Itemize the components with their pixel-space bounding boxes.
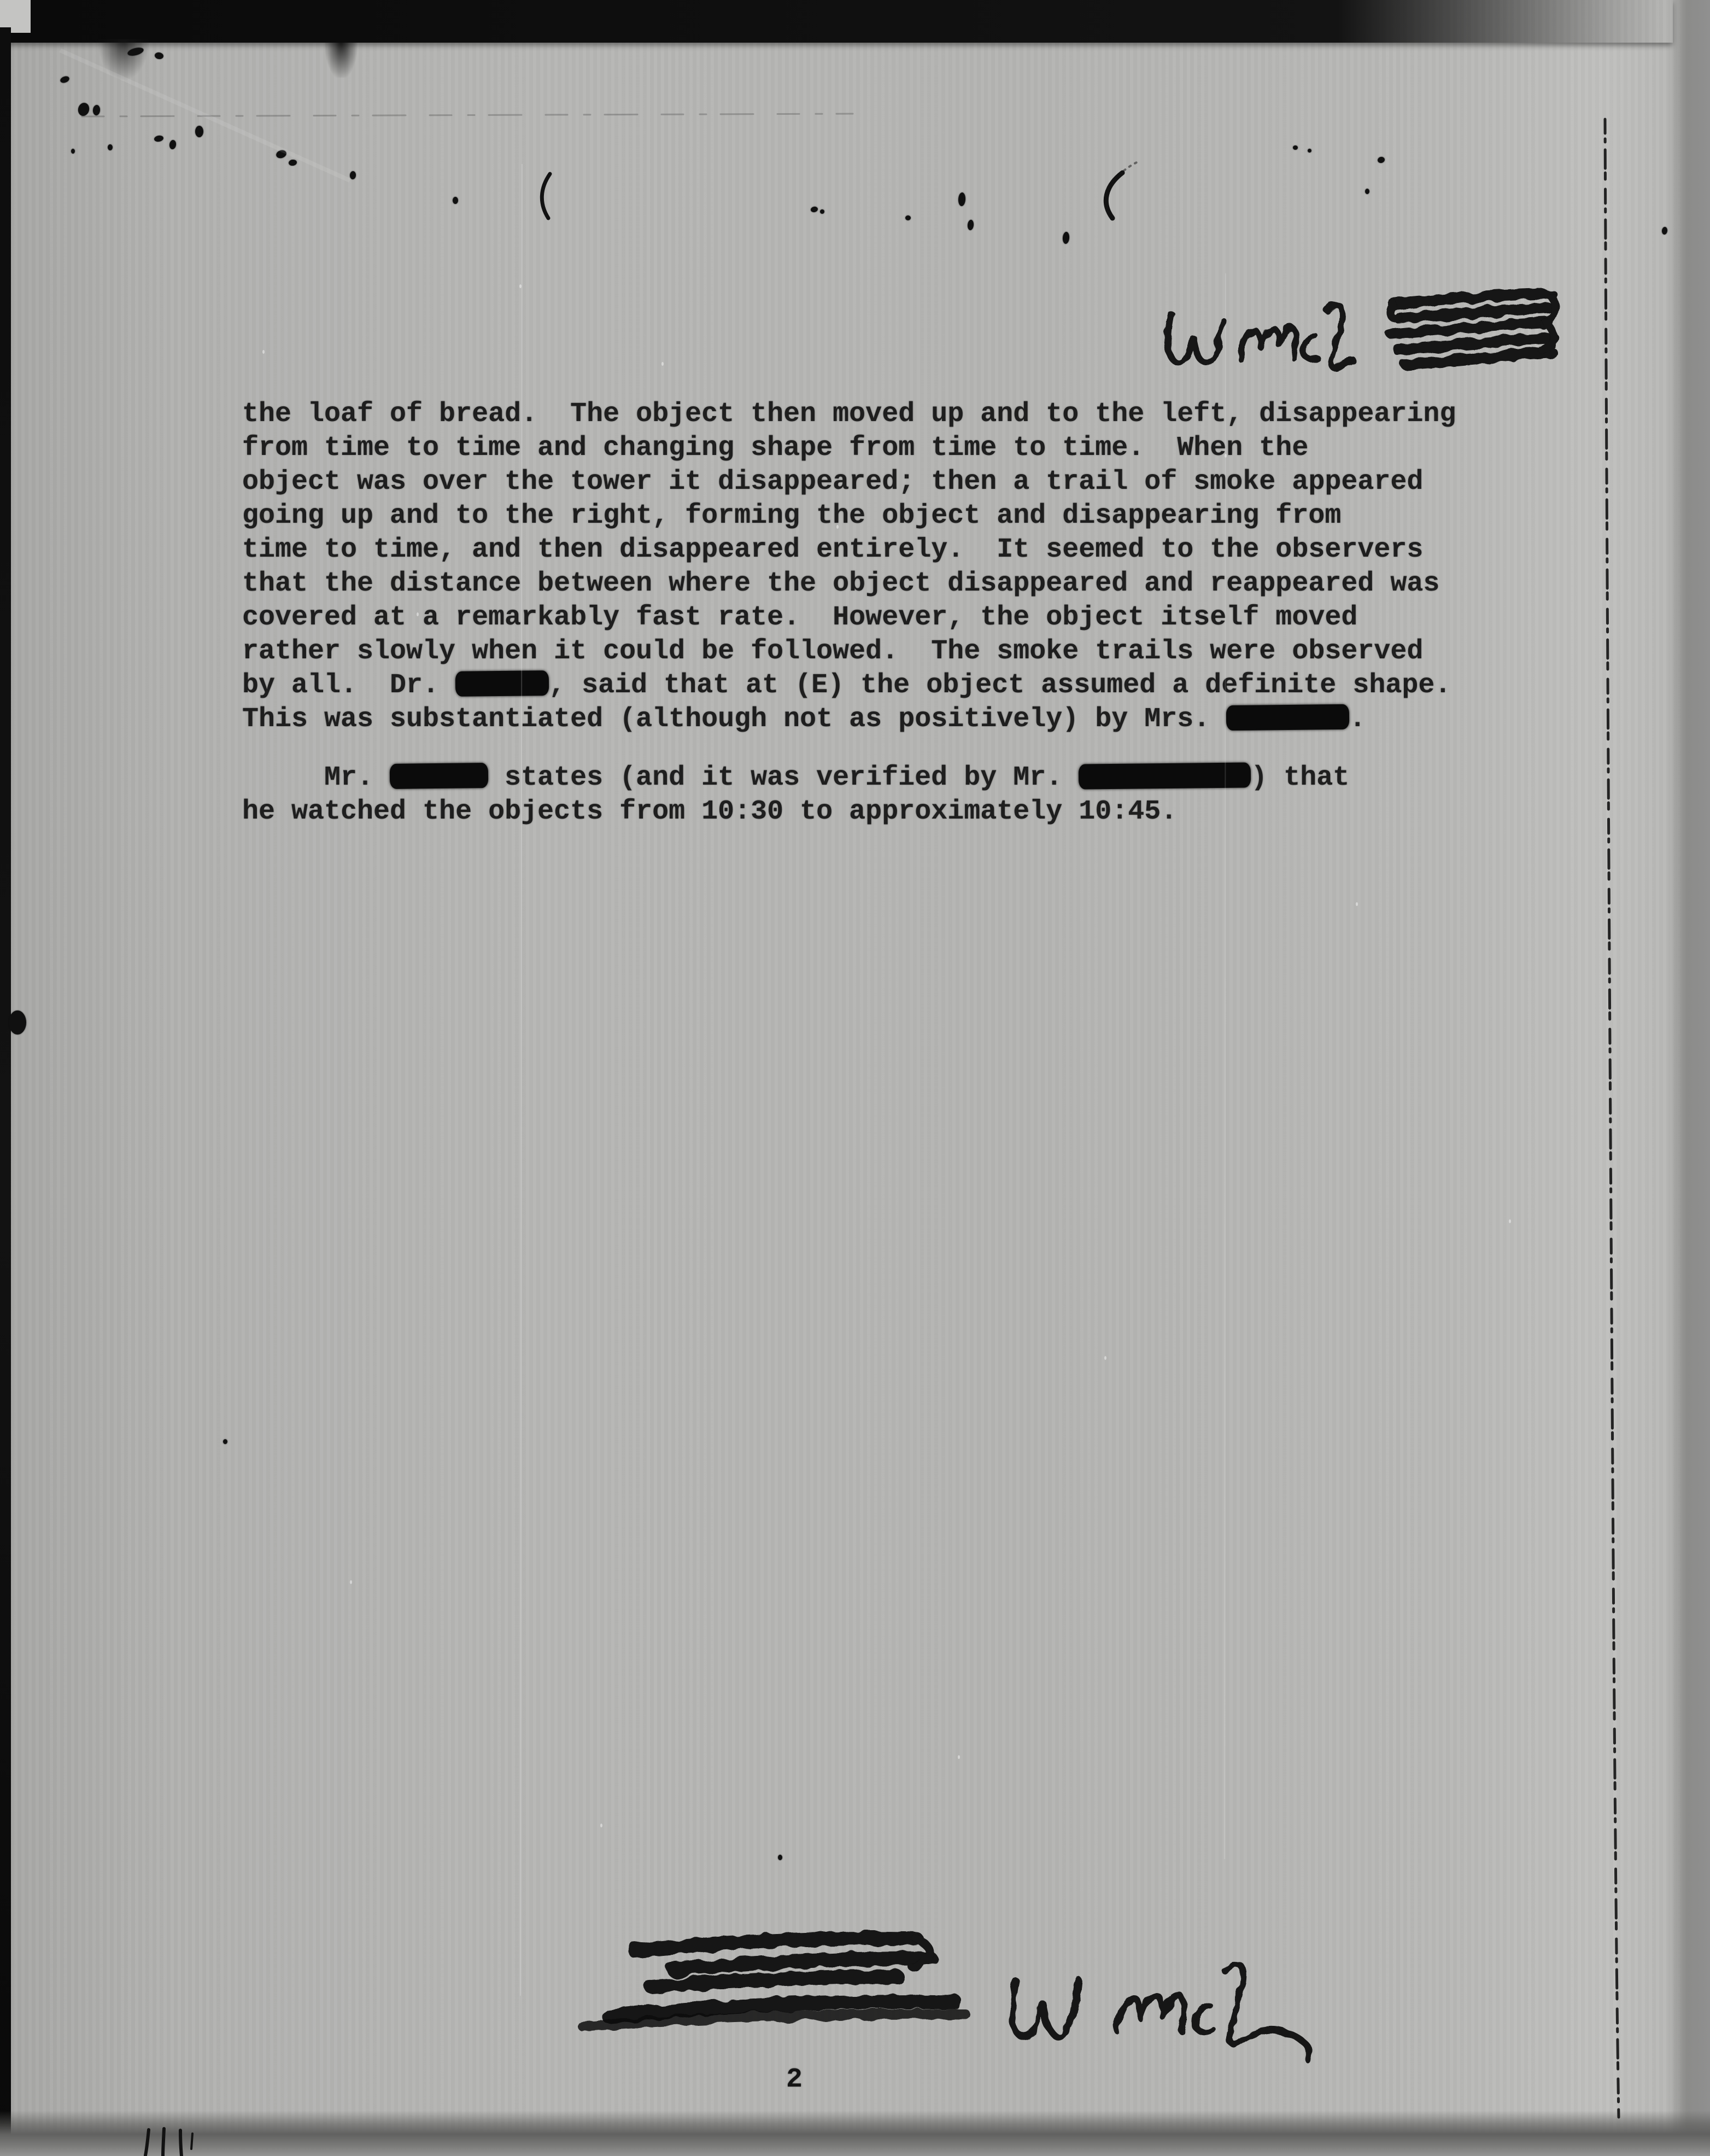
ink-speck	[77, 102, 91, 117]
typewritten-segment: .	[1349, 704, 1366, 735]
typewritten-segment: time to time, and then disappeared entirely. It seemed to the observers	[242, 534, 1424, 565]
ink-speck	[1308, 149, 1311, 153]
typewritten-text	[242, 398, 1456, 829]
ink-speck	[967, 219, 974, 230]
redaction-block	[1226, 704, 1349, 731]
typewritten-segment: covered at a remarkably fast rate. However, the object itself moved	[242, 602, 1358, 633]
typewritten-segment: by all. Dr.	[242, 670, 456, 701]
ink-speck	[288, 159, 297, 166]
ink-speck	[820, 209, 824, 214]
ink-smudge	[97, 39, 150, 81]
dust-fleck	[600, 1824, 602, 1827]
dust-fleck	[1356, 902, 1358, 906]
dust-fleck	[1509, 1219, 1511, 1223]
ink-speck	[9, 1010, 26, 1035]
dust-fleck	[661, 362, 664, 366]
typewritten-line	[242, 601, 1456, 635]
scribbled-text-top	[1390, 294, 1555, 365]
typewritten-line	[242, 669, 1456, 703]
paragraph	[242, 398, 1456, 737]
dust-fleck	[417, 612, 419, 616]
dust-fleck	[262, 350, 265, 354]
ink-speck	[905, 215, 911, 220]
typewritten-line	[242, 499, 1456, 533]
typewritten-line	[242, 795, 1456, 829]
ink-smudge	[325, 39, 358, 78]
typewritten-segment: states (and it was verified by Mr.	[488, 762, 1079, 793]
ink-speck	[1365, 189, 1369, 194]
typewritten-line	[242, 761, 1456, 795]
dust-fleck	[1104, 1356, 1106, 1360]
paragraph	[242, 761, 1456, 829]
dust-fleck	[1225, 454, 1227, 458]
ink-speck	[1293, 145, 1298, 150]
typewritten-segment: that the distance between where the object disappeared and reappeared was	[242, 568, 1440, 599]
scan-bottom-shadow-band	[0, 2111, 1710, 2156]
stray-paren-mark	[542, 174, 550, 218]
faint-scratch-line	[82, 114, 853, 116]
typewritten-segment: ) that	[1251, 762, 1350, 793]
ink-speck	[810, 206, 818, 213]
typewritten-segment: , said that at (E) the object assumed a definite shape.	[549, 670, 1451, 701]
ink-speck	[1661, 227, 1667, 235]
handwriting-initials-bottom	[1012, 1964, 1310, 2059]
stray-paren-mark	[1106, 173, 1122, 218]
ink-speck	[169, 139, 177, 150]
scan-top-edge-band	[0, 0, 1673, 43]
redaction-block	[1079, 762, 1251, 789]
ink-speck	[349, 171, 356, 180]
vertical-scratch-line	[1605, 119, 1619, 2117]
typewritten-segment: Mr.	[242, 762, 390, 793]
typewritten-segment: This was substantiated (although not as positively) by Mrs.	[242, 704, 1227, 735]
ink-speck	[195, 126, 203, 137]
ink-speck	[223, 1439, 227, 1444]
ink-speck	[92, 104, 101, 115]
ink-speck	[1062, 232, 1070, 244]
ink-speck	[71, 149, 75, 154]
typewritten-segment: object was over the tower it disappeared; then a trail of smoke appeared	[242, 466, 1424, 498]
typewritten-line	[242, 635, 1456, 669]
typewritten-line	[242, 533, 1456, 567]
scan-left-edge-strip	[0, 27, 11, 2156]
ink-speck	[958, 192, 965, 207]
dust-fleck	[350, 1580, 352, 1584]
redaction-block	[455, 670, 549, 697]
scribbled-text-bottom	[583, 1938, 965, 2026]
ink-speck	[154, 52, 164, 60]
ink-speck	[778, 1855, 782, 1860]
ink-speck	[108, 144, 113, 150]
typewritten-segment: the loaf of bread. The object then moved up and to the left, disappearing	[242, 399, 1456, 430]
ink-speck	[154, 135, 164, 143]
stray-pen-trail	[1124, 161, 1140, 171]
typewritten-line	[242, 703, 1456, 737]
dust-fleck	[836, 525, 839, 529]
redaction-block	[390, 763, 488, 789]
page-number: 2	[786, 2064, 803, 2095]
typewritten-line	[242, 567, 1456, 601]
scan-right-edge-shadow	[1667, 0, 1710, 2156]
typewritten-segment: going up and to the right, forming the object and disappearing from	[242, 500, 1342, 531]
handwriting-initials-top	[1168, 304, 1354, 367]
ink-speck	[453, 197, 458, 204]
ink-speck	[60, 75, 71, 84]
typewritten-segment: rather slowly when it could be followed. The smoke trails were observed	[242, 636, 1424, 667]
typewritten-segment: from time to time and changing shape from time to time. When the	[242, 433, 1309, 464]
typewritten-line	[242, 398, 1456, 431]
ink-speck	[1377, 156, 1385, 164]
dust-fleck	[958, 1755, 960, 1759]
dust-fleck	[519, 284, 522, 288]
typewritten-line	[242, 465, 1456, 499]
ink-speck	[275, 149, 287, 159]
typewritten-line	[242, 431, 1456, 465]
typewritten-segment: he watched the objects from 10:30 to approximately 10:45.	[242, 796, 1178, 827]
